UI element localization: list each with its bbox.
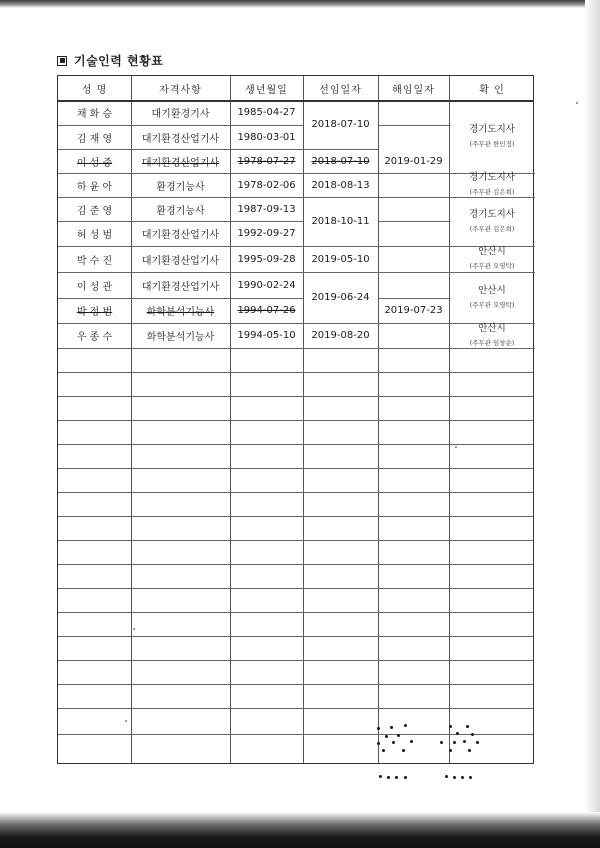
empty-row-divider: [58, 492, 533, 493]
cell-qualification: 대기환경산업기사: [141, 230, 220, 241]
empty-row-divider: [58, 396, 533, 397]
header-confirm: 확 인: [479, 84, 505, 96]
confirm-officer: (주무관 오영탁): [469, 262, 515, 270]
cell-birthdate: 1990-02-24: [237, 279, 296, 291]
empty-row-divider: [58, 636, 533, 637]
row-divider: [58, 348, 303, 349]
cell-appointed: 2018-10-11: [311, 216, 370, 227]
empty-row-divider: [58, 684, 533, 685]
struck-text: 1978-07-27: [237, 155, 296, 167]
scan-bottom-edge: [0, 812, 600, 848]
row-divider: [303, 348, 378, 349]
empty-row-divider: [58, 612, 533, 613]
cell-birthdate-struck: [230, 149, 303, 173]
confirm-authority: 경기도지사: [469, 208, 515, 220]
cell-confirm: [449, 173, 535, 197]
confirm-officer: (주무관 김은희): [469, 188, 515, 196]
cell-birthdate: 1992-09-27: [237, 228, 296, 239]
cell-confirm: [449, 272, 535, 323]
struck-text: 박 정 범: [76, 307, 113, 318]
empty-row-divider: [58, 588, 533, 589]
cell-qualification: 화학분석기능사: [146, 332, 215, 343]
cell-dismissed: 2019-07-23: [384, 305, 443, 316]
header-dismissed: 해임일자: [392, 84, 435, 96]
cell-name: 김 준 영: [76, 205, 113, 217]
scan-top-edge: [0, 0, 600, 8]
cell-confirm: [449, 246, 535, 272]
cell-birthdate: 1978-02-06: [237, 179, 296, 191]
cell-name: 우 종 수: [76, 332, 113, 343]
confirm-officer: (주무관 김은희): [469, 224, 515, 233]
empty-row-divider: [58, 564, 533, 565]
header-name: 성 명: [81, 84, 108, 96]
cell-qualification: 대기환경기사: [151, 109, 210, 120]
cell-qualification: 환경기능사: [156, 205, 205, 217]
cell-qualification: 대기환경산업기사: [141, 281, 220, 293]
cell-dismissed: 2019-01-29: [384, 155, 443, 167]
row-divider: [378, 348, 449, 349]
row-divider: [378, 323, 449, 324]
cell-confirm: [449, 197, 535, 246]
cell-name: 채 화 승: [76, 109, 113, 120]
confirm-officer: (주무관 오영탁): [469, 300, 515, 309]
cell-name: 하 윤 아: [76, 181, 113, 193]
confirm-authority: 안산시: [478, 322, 506, 334]
page-title-text: 기술인력 현황표: [74, 54, 164, 68]
empty-row-divider: [58, 708, 533, 709]
cell-birthdate: 1985-04-27: [237, 107, 296, 118]
scan-right-shadow: [585, 0, 600, 812]
struck-text: 이 성 중: [76, 157, 113, 169]
empty-row-divider: [58, 372, 533, 373]
cell-confirm: [449, 100, 535, 173]
empty-row-divider: [58, 734, 533, 735]
confirm-authority: 경기도지사: [469, 123, 515, 135]
cell-appointed: 2019-08-20: [311, 330, 370, 341]
empty-row-divider: [58, 420, 533, 421]
cell-confirm: [449, 323, 535, 348]
cell-qualification: 대기환경산업기사: [141, 133, 220, 145]
row-divider: [378, 125, 449, 126]
cell-appointed: 2019-05-10: [311, 253, 370, 265]
header-qualification: 자격사항: [159, 84, 202, 96]
empty-row-divider: [58, 540, 533, 541]
cell-birthdate-struck: [230, 298, 303, 323]
row-divider: [378, 246, 449, 247]
square-bullet-icon: [57, 56, 67, 66]
empty-row-divider: [58, 516, 533, 517]
cell-name: 허 성 범: [76, 230, 113, 241]
confirm-authority: 안산시: [478, 246, 506, 257]
cell-name: 김 재 영: [76, 133, 113, 145]
cell-name: 이 성 관: [76, 281, 113, 293]
struck-text: 1994-07-26: [237, 305, 296, 316]
cell-birthdate: 1994-05-10: [237, 330, 296, 341]
confirm-officer: (주무관 한민정): [469, 139, 515, 148]
confirm-officer: (주무관 임창순): [469, 338, 515, 347]
cell-birthdate: 1980-03-01: [237, 131, 296, 143]
cell-name: 박 수 진: [76, 255, 113, 267]
cell-birthdate: 1995-09-28: [237, 253, 296, 265]
cell-appointed: 2018-08-13: [311, 179, 370, 191]
row-divider: [378, 173, 449, 174]
cell-appointed: 2018-07-10: [311, 119, 370, 130]
struck-text: 대기환경산업기사: [141, 157, 220, 169]
confirm-authority: 경기도지사: [469, 172, 515, 183]
header-appointed: 선임일자: [319, 84, 362, 96]
confirm-authority: 안산시: [478, 284, 506, 296]
cell-name-struck: [58, 298, 131, 323]
staff-table: [57, 75, 534, 764]
cell-appointed-struck: [303, 149, 378, 173]
empty-row-divider: [58, 444, 533, 445]
cell-qualification: 대기환경산업기사: [141, 255, 220, 267]
row-divider: [378, 272, 449, 273]
cell-birthdate: 1987-09-13: [237, 203, 296, 215]
cell-qualification: 환경기능사: [156, 181, 205, 193]
struck-text: 2018-07-10: [311, 155, 370, 167]
cell-qualification-struck: [131, 149, 230, 173]
empty-row-divider: [58, 660, 533, 661]
page-title: [57, 52, 163, 69]
cell-appointed: 2019-06-24: [311, 292, 370, 303]
header-birthdate: 생년월일: [245, 84, 288, 96]
cell-qualification-struck: [131, 298, 230, 323]
row-divider: [378, 197, 449, 198]
cell-name-struck: [58, 149, 131, 173]
struck-text: 화학분석기능사: [146, 307, 215, 318]
row-divider: [378, 221, 449, 222]
empty-row-divider: [58, 468, 533, 469]
